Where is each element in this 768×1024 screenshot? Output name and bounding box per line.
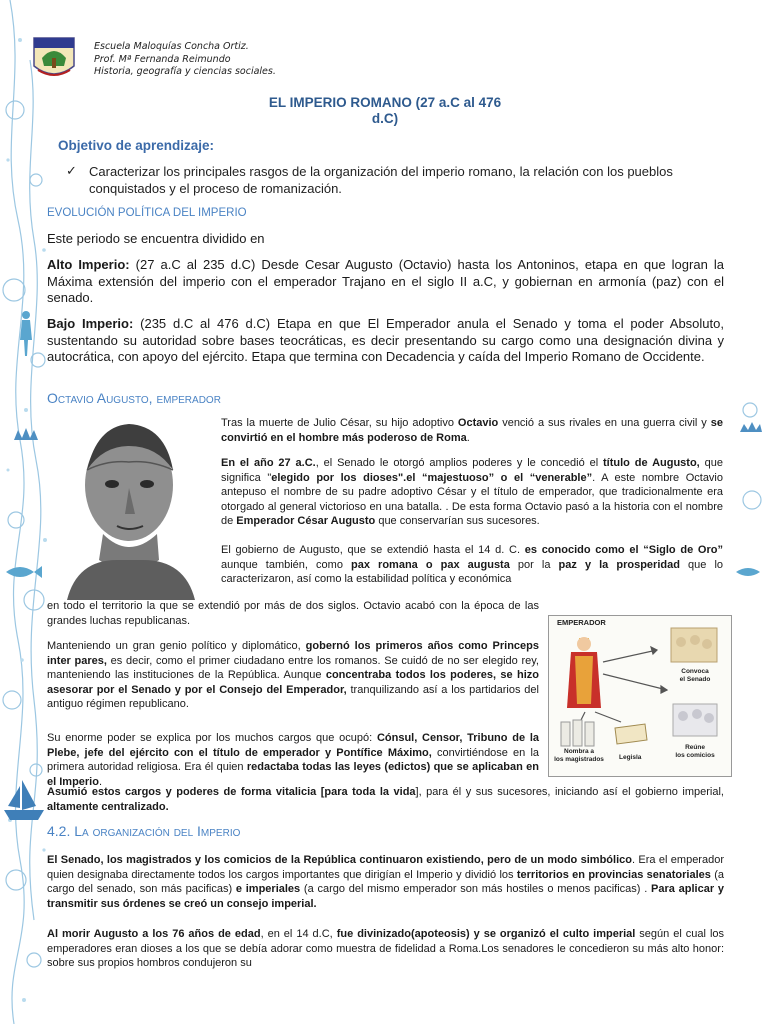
teacher-name: Prof. Mª Fernanda Reimundo: [94, 53, 231, 65]
octavio-paragraph-2: En el año 27 a.C., el Senado le otorgó amplios poderes y le concedió el título de Augusto, que significa "elegido por los dioses".el “majestuoso” o el “venerable”. A este nombre Octavio antepuso el nombre de su padre adoptivo César y el título de emperador, que tradicionalmente era otorgado al general victorioso en una batalla. . De esta forma Octavio pasó a la historia con el nombre de Emperador César Augusto que conservarían sus sucesores.: [221, 457, 723, 527]
bajo-imperio-label: Bajo Imperio:: [47, 316, 134, 331]
octavio-paragraph-6: Asumió estos cargos y poderes de forma vitalicia [para toda la vida], para él y sus sucesores, iniciando así el gobierno imperial, altamente centralizado.: [47, 786, 724, 813]
alto-imperio-label: Alto Imperio:: [47, 257, 130, 272]
octavio-paragraph-5: Su enorme poder se explica por los muchos cargos que ocupó: Cónsul, Censor, Tribuno de la Plebe, jefe del ejército con el título de emperador y Pontífice Máximo, convirtiéndose en la primera autoridad religiosa. Era él quien redactaba todas las leyes (edictos) que se aplicaban en el Imperio.: [47, 732, 540, 788]
objective-text: Caracterizar los principales rasgos de la organización del imperio romano, la relación con los pueblos conquistados y el proceso de romanización.: [89, 164, 673, 196]
diagram-label-legislates: Legisla: [619, 754, 642, 761]
school-logo: [30, 36, 78, 82]
section-heading-evolution: EVOLUCIÓN POLÍTICA DEL IMPERIO: [47, 207, 247, 219]
augustus-portrait: [47, 410, 210, 600]
organization-paragraph-2: Al morir Augusto a los 76 años de edad, en el 14 d.C, fue divinizado(apoteosis) y se organizó el culto imperial según el cual los emperadores eran dioses a los que se debía adorar como muestra de fidelidad a Roma.Los senadores le concedieron su más alto honor: sobre sus propios hombros condujeron su: [47, 928, 725, 969]
page-title: [200, 95, 570, 127]
section-heading-octavio: Octavio Augusto, emperador: [47, 390, 221, 406]
subject-name: Historia, geografía y ciencias sociales.: [94, 66, 276, 77]
imperial-powers-diagram: [548, 615, 732, 777]
decorative-border-right: [728, 380, 768, 600]
diagram-label-comitia: Reúne los comicios: [675, 744, 715, 759]
school-name: Escuela Maloquías Concha Ortiz.: [94, 41, 249, 52]
diagram-label-magistrates: Nombra a los magistrados: [554, 748, 604, 763]
octavio-paragraph-3-continued: en todo el territorio la que se extendió por más de dos siglos. Octavio acabó con la época de las grandes luchas republicanas.: [47, 600, 539, 627]
title-line-2: d.C): [371, 111, 399, 126]
checkmark-icon: ✓: [66, 164, 77, 179]
alto-imperio-paragraph: Alto Imperio: (27 a.C al 235 d.C) Desde Cesar Augusto (Octavio) hasta los Antoninos, etapa en que logran la Máxima extensión del imperio con el emperador Trajano en el siglo II a.C, y gobiernan en armonía (paz) con el senado.: [47, 257, 724, 305]
octavio-paragraph-4: Manteniendo un gran genio político y diplomático, gobernó los primeros años como Princeps inter pares, es decir, como el primer ciudadano entre los romanos. Se cuidó de no ser elegido rey, manteniendo las instituciones de la República. Aunque concentraba todos los poderes, se hizo asesorar por el Senado y por el Consejo del Emperador, tranquilizando así a los partidarios del antiguo régimen republicano.: [47, 640, 539, 710]
diagram-label-senate: Convoca el Senado: [679, 668, 711, 683]
title-line-1: EL IMPERIO ROMANO (27 a.C al 476: [268, 95, 502, 110]
bajo-imperio-paragraph: Bajo Imperio: (235 d.C al 476 d.C) Etapa en que El Emperador anula el Senado y toma el poder Absoluto, sustentando su autoridad sobre bases teocráticas, es decir presentando su cargo como una designación divina y autocrática, con apoyo del ejército. Etapa que termina con Decadencia y caída del Imperio Romano de Occidente.: [47, 316, 724, 364]
objective-item: [66, 163, 726, 197]
octavio-paragraph-1: Tras la muerte de Julio César, su hijo adoptivo Octavio venció a sus rivales en una guerra civil y se convirtió en el hombre más poderoso de Roma.: [221, 417, 723, 444]
octavio-paragraph-3: El gobierno de Augusto, que se extendió hasta el 14 d. C. es conocido como el “Siglo de Oro” aunque también, como pax romana o pax augusta por la paz y la prosperidad que lo caracterizaron, así como la estabilidad política y económica: [221, 544, 724, 585]
school-info: [94, 41, 276, 79]
objective-heading: Objetivo de aprendizaje:: [58, 138, 215, 153]
diagram-label-emperador: EMPERADOR: [557, 618, 606, 627]
organization-paragraph-1: El Senado, los magistrados y los comicios de la República continuaron existiendo, pero de un modo simbólico. Era el emperador quien designaba directamente todos los cargos importantes que dirigían el Imperio y dividió los territorios en provincias senatoriales (a cargo del senado, son más pacificas) e imperiales (a cargo del mismo emperador son más hostiles o menos pacificas) . Para aplicar y transmitir sus órdenes se creó un consejo imperial.: [47, 854, 725, 910]
evolution-intro: Este periodo se encuentra dividido en: [47, 231, 265, 246]
section-heading-organization: 4.2. La organización del Imperio: [47, 823, 241, 839]
